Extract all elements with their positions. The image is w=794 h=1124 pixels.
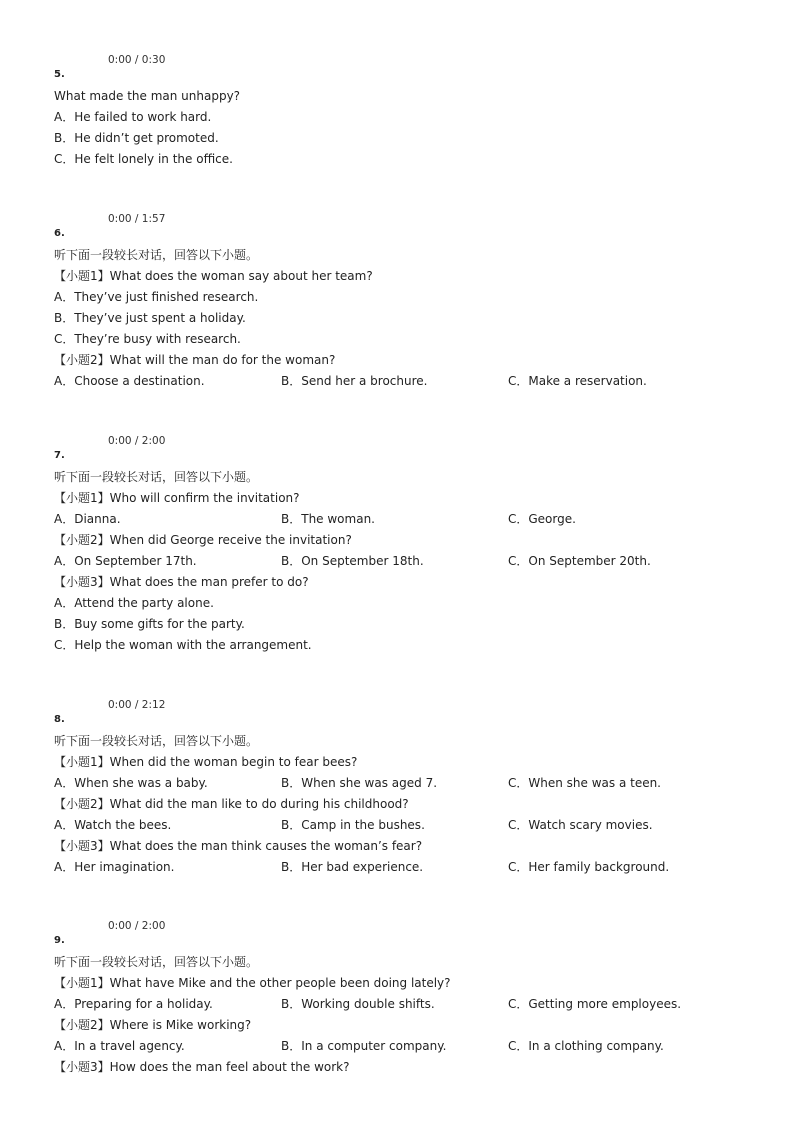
option-8-2-b: B．Camp in the bushes. (281, 818, 425, 832)
option-7-3-c: C．Help the woman with the arrangement. (54, 638, 312, 652)
option-8-3-b: B．Her bad experience. (281, 860, 424, 874)
option-9-1-a: A．Preparing for a holiday. (54, 997, 213, 1011)
audio-time-q5[interactable]: 0:00 / 0:30 (108, 54, 166, 66)
question-number-5: 5. (54, 69, 65, 80)
subquestion-9-3: 【小题3】How does the man feel about the work? (54, 1060, 350, 1074)
subquestion-8-2: 【小题2】What did the man like to do during his childhood? (54, 797, 409, 811)
option-7-2-a: A．On September 17th. (54, 554, 197, 568)
option-6-1-c: C．They’re busy with research. (54, 332, 241, 346)
audio-time-q7[interactable]: 0:00 / 2:00 (108, 435, 166, 447)
option-7-1-a: A．Dianna. (54, 512, 121, 526)
instruction-7: 听下面一段较长对话，回答以下小题。 (54, 470, 259, 484)
option-8-1-c: C．When she was a teen. (508, 776, 662, 790)
option-6-2-b: B．Send her a brochure. (281, 374, 428, 388)
option-5-a: A．He failed to work hard. (54, 110, 212, 124)
option-8-2-a: A．Watch the bees. (54, 818, 172, 832)
option-9-2-c: C．In a clothing company. (508, 1039, 664, 1053)
option-7-3-b: B．Buy some gifts for the party. (54, 617, 245, 631)
audio-time-q6[interactable]: 0:00 / 1:57 (108, 213, 166, 225)
instruction-9: 听下面一段较长对话，回答以下小题。 (54, 955, 259, 969)
option-7-1-c: C．George. (508, 512, 576, 526)
question-number-8: 8. (54, 714, 65, 725)
option-9-1-c: C．Getting more employees. (508, 997, 682, 1011)
subquestion-8-1: 【小题1】When did the woman begin to fear bees? (54, 755, 358, 769)
audio-time-q8[interactable]: 0:00 / 2:12 (108, 699, 166, 711)
audio-time-q9[interactable]: 0:00 / 2:00 (108, 920, 166, 932)
option-9-1-b: B．Working double shifts. (281, 997, 435, 1011)
subquestion-9-2: 【小题2】Where is Mike working? (54, 1018, 252, 1032)
subquestion-8-3: 【小题3】What does the man think causes the woman’s fear? (54, 839, 423, 853)
question-text-5: What made the man unhappy? (54, 89, 241, 103)
question-number-9: 9. (54, 935, 65, 946)
option-5-c: C．He felt lonely in the office. (54, 152, 233, 166)
instruction-6: 听下面一段较长对话，回答以下小题。 (54, 248, 259, 262)
option-7-2-c: C．On September 20th. (508, 554, 651, 568)
option-8-1-a: A．When she was a baby. (54, 776, 208, 790)
option-8-3-c: C．Her family background. (508, 860, 670, 874)
option-7-1-b: B．The woman. (281, 512, 375, 526)
option-7-3-a: A．Attend the party alone. (54, 596, 214, 610)
option-8-2-c: C．Watch scary movies. (508, 818, 653, 832)
option-8-1-b: B．When she was aged 7. (281, 776, 438, 790)
option-6-2-a: A．Choose a destination. (54, 374, 205, 388)
option-5-b: B．He didn’t get promoted. (54, 131, 219, 145)
option-9-2-a: A．In a travel agency. (54, 1039, 185, 1053)
instruction-8: 听下面一段较长对话，回答以下小题。 (54, 734, 259, 748)
subquestion-6-1: 【小题1】What does the woman say about her team? (54, 269, 373, 283)
subquestion-6-2: 【小题2】What will the man do for the woman? (54, 353, 336, 367)
subquestion-7-2: 【小题2】When did George receive the invitation? (54, 533, 352, 547)
question-number-7: 7. (54, 450, 65, 461)
option-7-2-b: B．On September 18th. (281, 554, 424, 568)
option-9-2-b: B．In a computer company. (281, 1039, 447, 1053)
option-6-1-a: A．They’ve just finished research. (54, 290, 259, 304)
subquestion-7-1: 【小题1】Who will confirm the invitation? (54, 491, 300, 505)
option-6-1-b: B．They’ve just spent a holiday. (54, 311, 246, 325)
option-6-2-c: C．Make a reservation. (508, 374, 647, 388)
subquestion-9-1: 【小题1】What have Mike and the other people been doing lately? (54, 976, 451, 990)
option-8-3-a: A．Her imagination. (54, 860, 175, 874)
question-number-6: 6. (54, 228, 65, 239)
subquestion-7-3: 【小题3】What does the man prefer to do? (54, 575, 309, 589)
